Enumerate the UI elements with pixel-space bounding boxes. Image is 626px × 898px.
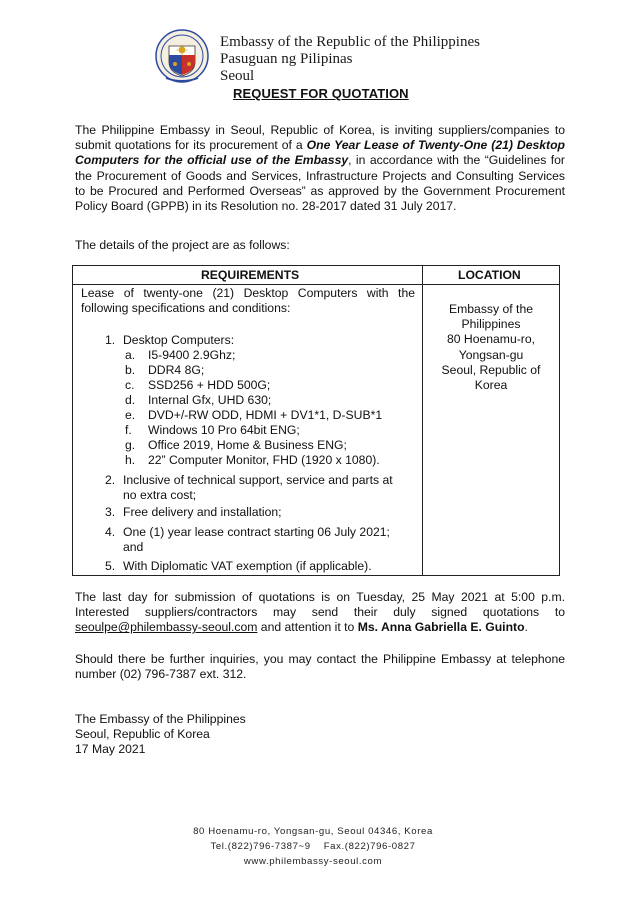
- spec-text: SSD256 + HDD 500G;: [148, 378, 271, 392]
- item-number: 4.: [105, 525, 116, 539]
- spec-letter: c.: [125, 378, 135, 392]
- philippine-seal-icon: [154, 28, 210, 84]
- item-text: With Diplomatic VAT exemption (if applicable).: [123, 559, 372, 573]
- spec-text: DDR4 8G;: [148, 363, 205, 377]
- location-line: Yongsan-gu: [458, 347, 524, 362]
- inquiries-paragraph: Should there be further inquiries, you may contact the Philippine Embassy at telephone number (02) 796-7387 ext. 312.: [75, 652, 565, 682]
- spec-letter: d.: [125, 393, 136, 407]
- location-cell: [425, 302, 557, 393]
- location-line: Seoul, Republic of: [441, 362, 541, 377]
- location-line: Korea: [474, 378, 508, 393]
- spec-text: I5-9400 2.9Ghz;: [148, 348, 236, 362]
- location-line: Philippines: [461, 317, 521, 332]
- item-text-continued: and: [123, 540, 144, 554]
- footer-website[interactable]: www.philembassy-seoul.com: [243, 856, 383, 867]
- item-number: 2.: [105, 473, 116, 487]
- spec-text: Internal Gfx, UHD 630;: [148, 393, 272, 407]
- item-text: Desktop Computers:: [123, 333, 235, 347]
- intro-emphasis: One Year Lease of Twenty-One (21) Desktop Computers for the official use of the Embassy: [75, 138, 565, 168]
- spec-letter: b.: [125, 363, 136, 377]
- item-number: 1.: [105, 333, 116, 347]
- intro-paragraph: [75, 123, 565, 214]
- requirements-table: [72, 265, 560, 576]
- details-intro: The details of the project are as follows:: [75, 238, 290, 252]
- embassy-name-filipino: Pasuguan ng Pilipinas: [220, 51, 353, 67]
- spec-letter: g.: [125, 438, 136, 452]
- signature-line-1: The Embassy of the Philippines: [75, 712, 246, 726]
- spec-text: DVD+/-RW ODD, HDMI + DV1*1, D-SUB*1: [148, 408, 383, 422]
- signature-date: 17 May 2021: [75, 742, 146, 756]
- spec-letter: h.: [125, 453, 136, 467]
- deadline-end: .: [524, 620, 528, 635]
- intro-text-1: The Philippine Embassy in Seoul, Republic of Korea, is inviting suppliers/companies to submit quotations for its procurement of a: [75, 123, 565, 153]
- table-header-divider: [73, 284, 559, 285]
- item-text-continued: no extra cost;: [123, 488, 197, 502]
- table-column-divider: [422, 266, 423, 575]
- intro-text-2: , in accordance with the “Guidelines for the Procurement of Goods and Services, Infrastructure Projects and Consulting Services to be Procured and Performed Overseas” as approved by the Government Procurement Policy Board (GPPB) in its Resolution no. 28-2017 dated 31 July 2017.: [75, 153, 565, 214]
- document-title: REQUEST FOR QUOTATION: [233, 86, 409, 101]
- location-line: 80 Hoenamu-ro,: [446, 332, 536, 347]
- signature-line-2: Seoul, Republic of Korea: [75, 727, 210, 741]
- item-text: Free delivery and installation;: [123, 505, 282, 519]
- contact-email-link[interactable]: seoulpe@philembassy-seoul.com: [75, 620, 258, 635]
- requirements-intro: Lease of twenty-one (21) Desktop Computers with the following specifications and conditions:: [81, 286, 415, 316]
- item-text: Inclusive of technical support, service and parts at: [123, 473, 393, 487]
- location-line: Embassy of the: [449, 302, 533, 316]
- spec-letter: f.: [125, 423, 132, 437]
- spec-text: Office 2019, Home & Business ENG;: [148, 438, 347, 452]
- spec-letter: a.: [125, 348, 136, 362]
- spec-text: Windows 10 Pro 64bit ENG;: [148, 423, 300, 437]
- deadline-paragraph: [75, 590, 565, 636]
- embassy-city: Seoul: [220, 68, 255, 84]
- item-number: 5.: [105, 559, 116, 573]
- embassy-name-english: Embassy of the Republic of the Philippines: [220, 34, 480, 50]
- deadline-text: The last day for submission of quotations is on Tuesday, 25 May 2021 at 5:00 p.m. Interested suppliers/contractors may send their duly signed quotations to: [75, 590, 565, 620]
- footer-address: 80 Hoenamu-ro, Yongsan-gu, Seoul 04346, Korea: [193, 826, 433, 837]
- location-header: LOCATION: [458, 268, 521, 282]
- requirements-header: REQUIREMENTS: [201, 268, 300, 282]
- spec-letter: e.: [125, 408, 136, 422]
- item-text: One (1) year lease contract starting 06 July 2021;: [123, 525, 390, 539]
- spec-text: 22” Computer Monitor, FHD (1920 x 1080).: [148, 453, 380, 467]
- deadline-text-2: and attention it to: [257, 620, 358, 635]
- footer-phone: Tel.(822)796-7387~9 Fax.(822)796-0827: [210, 841, 416, 852]
- item-number: 3.: [105, 505, 116, 519]
- contact-person: Ms. Anna Gabriella E. Guinto: [357, 620, 525, 635]
